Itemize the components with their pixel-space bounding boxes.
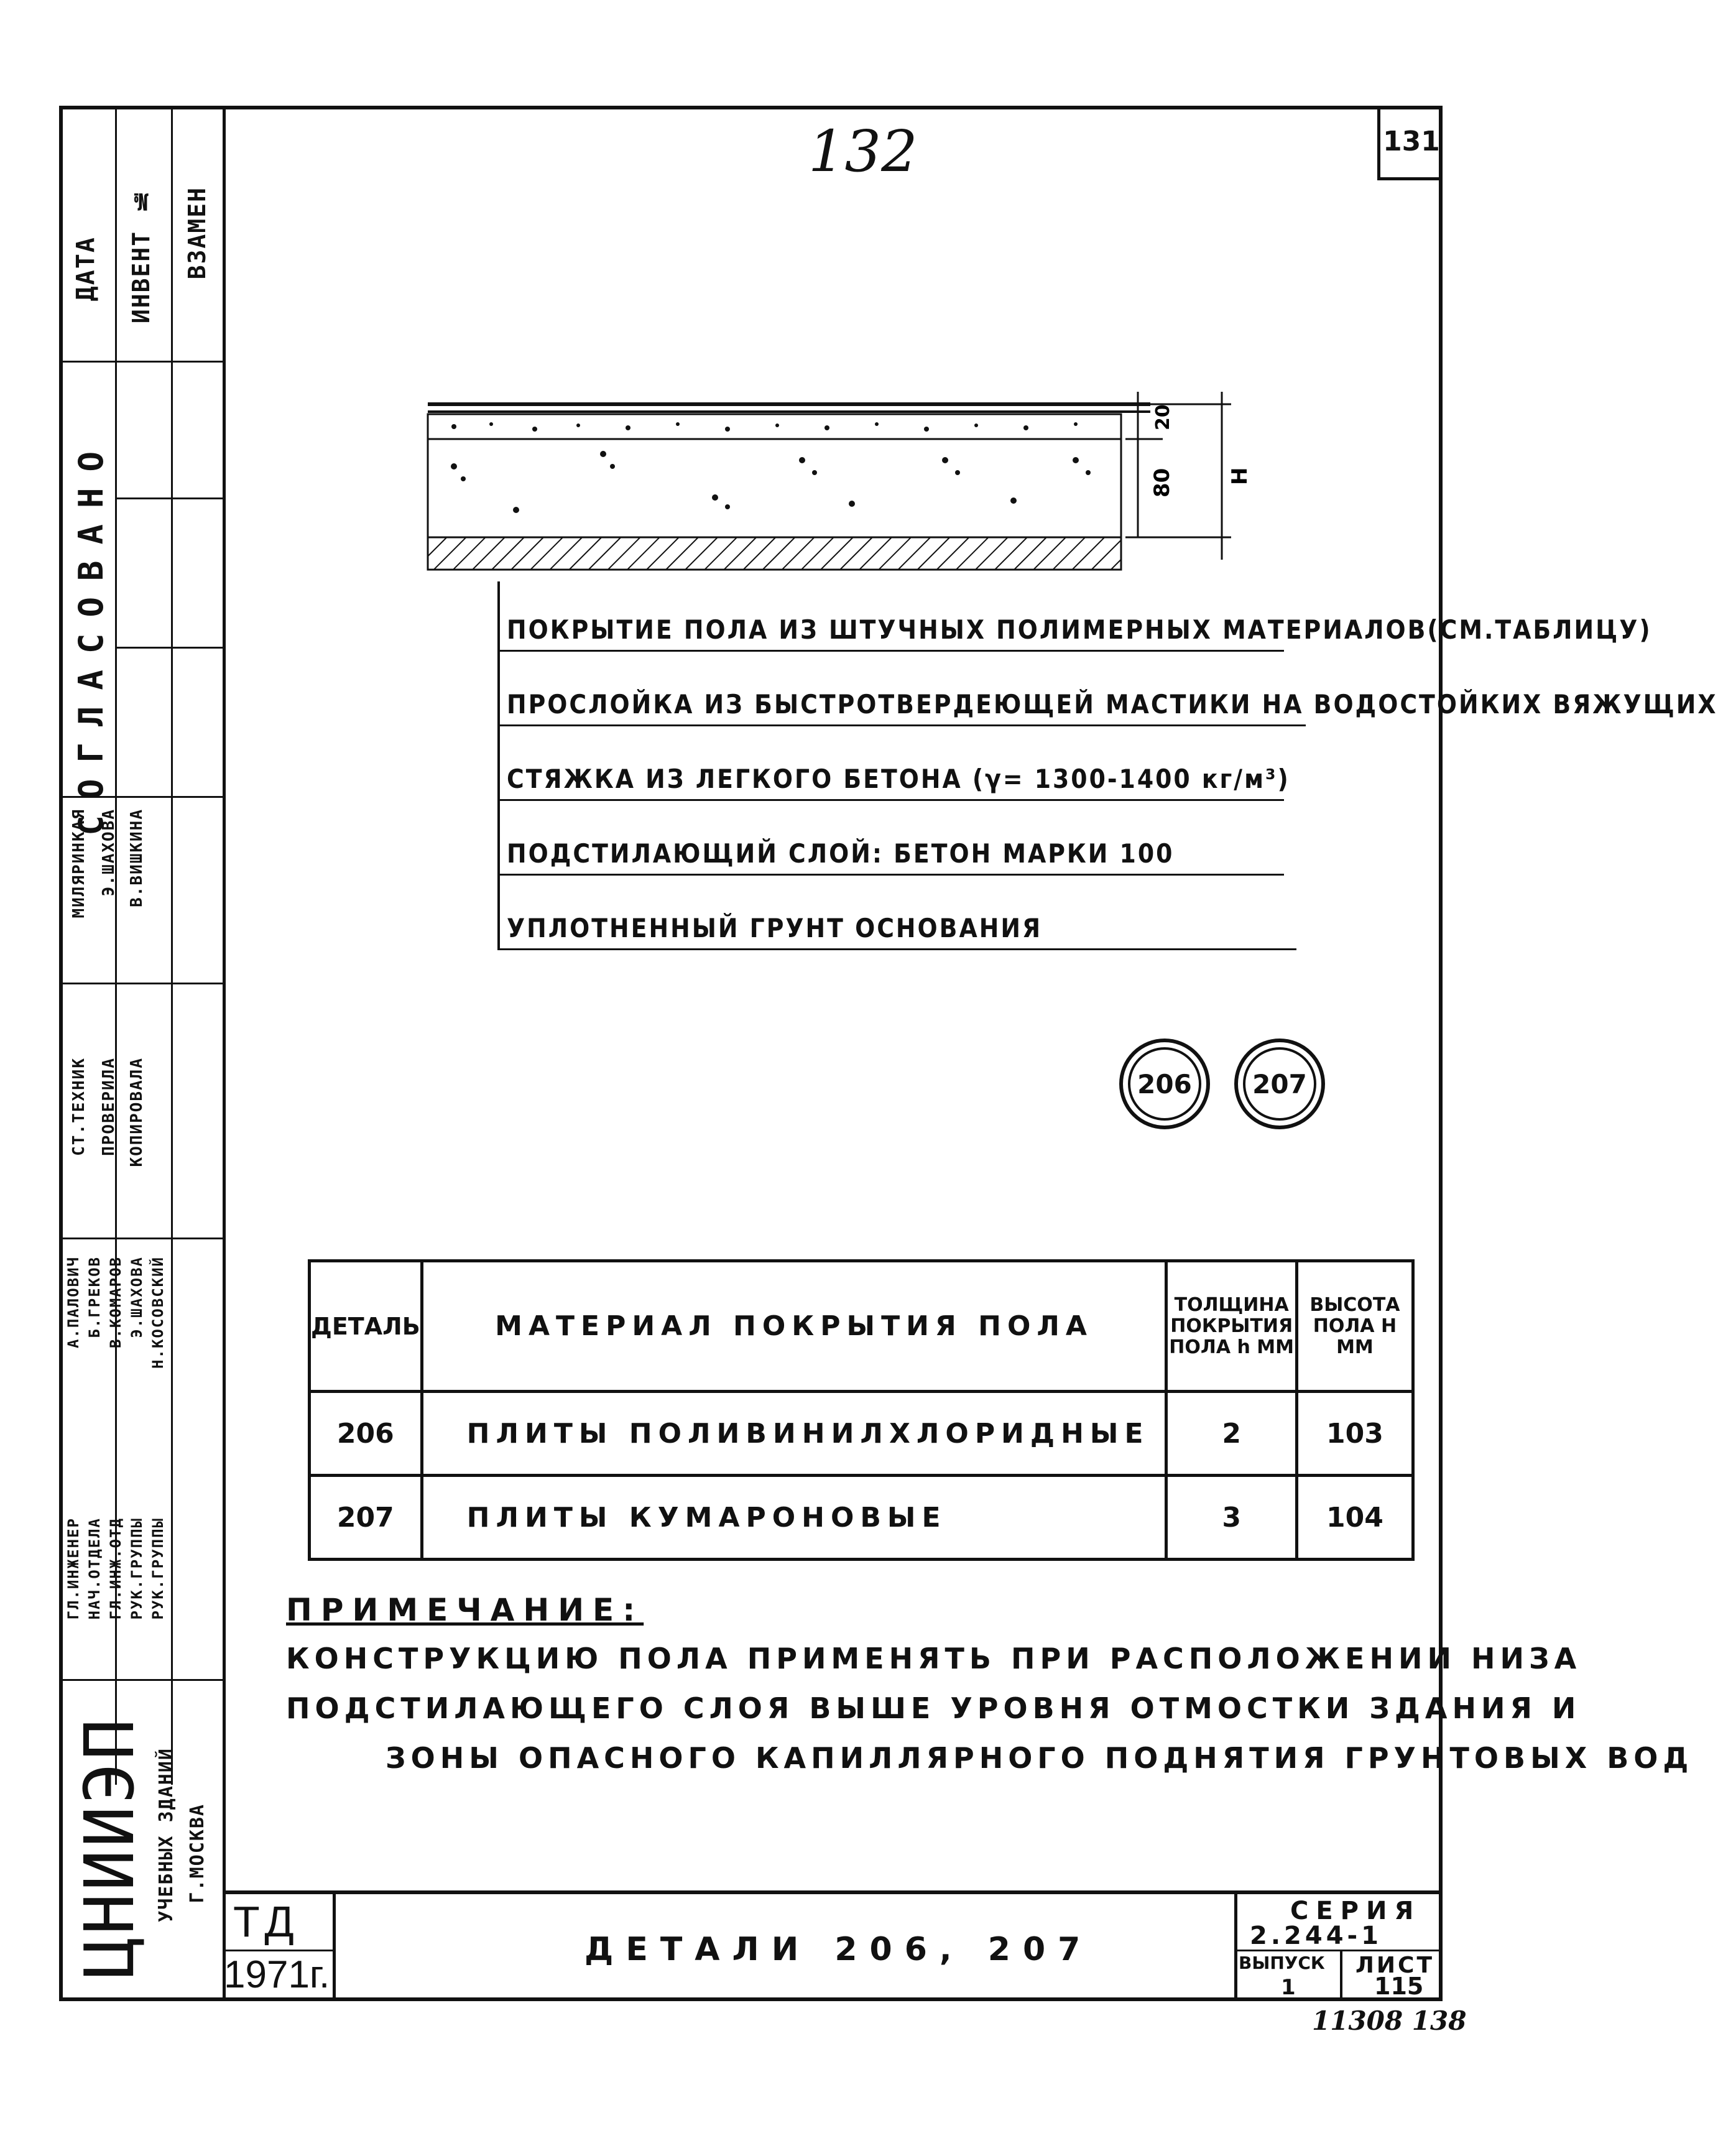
side-hline [59,796,226,798]
org-name: ЦНИИЭП [70,1716,149,1979]
table-row [310,1392,1413,1476]
layer-label-1: ПОКРЫТИЕ ПОЛА ИЗ ШТУЧНЫХ ПОЛИМЕРНЫХ МАТЕРИАЛОВ(СМ.ТАБЛИЦУ) [507,614,1652,645]
stamp-sheet-label: ЛИСТ [1355,1953,1435,1978]
side-hline [115,647,226,649]
side-hline [59,983,226,984]
stamp-year: 1971г. [224,1953,330,1996]
org-line2: Г.МОСКВА [187,1803,208,1904]
role-name-1: А.ПАЛОВИЧ [65,1256,82,1349]
note-title: ПРИМЕЧАНИЕ: [286,1592,644,1628]
org-line1: УЧЕБНЫХ ЗДАНИЙ [155,1747,177,1922]
side-hline [59,361,226,363]
cell-thickness: 3 [1166,1476,1296,1560]
floor-section-drawing [417,373,1337,585]
stamp-series: 2.244-1 [1250,1922,1382,1950]
role-st-tech-label: СТ.ТЕХНИК [70,1057,88,1156]
layer-underline [497,650,1284,652]
stamp-td: ТД [233,1897,300,1946]
th-thickness: ТОЛЩИНА ПОКРЫТИЯ ПОЛА h ММ [1166,1261,1296,1392]
detail-mark-206 [1119,1039,1210,1129]
role-copied-label: КОПИРОВАЛА [127,1057,146,1167]
layer-underline [497,724,1306,726]
cell-height: 103 [1296,1392,1413,1476]
dim-top: 20 [1152,404,1174,430]
th-detail: ДЕТАЛЬ [310,1261,422,1392]
cell-detail: 206 [310,1392,422,1476]
layer-label-2: ПРОСЛОЙКА ИЗ БЫСТРОТВЕРДЕЮЩЕЙ МАСТИКИ НА ВОДОСТОЙКИХ ВЯЖУЩИХ [507,689,1718,719]
stamp-title: ДЕТАЛИ 206, 207 [584,1931,1093,1968]
note-line-1: КОНСТРУКЦИЮ ПОЛА ПРИМЕНЯТЬ ПРИ РАСПОЛОЖЕНИИ НИЗА [286,1642,1582,1675]
side-divider-2 [171,106,173,1785]
stamp-divider [1340,1950,1342,2001]
detail-mark-207-label: 207 [1243,1047,1316,1121]
stamp-issue-label: ВЫПУСК [1239,1953,1325,1973]
stamp-divider [1234,1890,1237,2001]
detail-mark-206-label: 206 [1128,1047,1201,1121]
layer-label-3: СТЯЖКА ИЗ ЛЕГКОГО БЕТОНА (γ= 1300-1400 кг/м³) [507,764,1290,794]
layer-underline [497,874,1284,876]
cell-detail: 207 [310,1476,422,1560]
stamp-series-label: СЕРИЯ [1290,1897,1421,1925]
role-name-3: В.КОМАРОВ [107,1256,124,1349]
layer-underline [497,799,1284,801]
role-name-2: Б.ГРЕКОВ [86,1256,103,1338]
th-material: МАТЕРИАЛ ПОКРЫТИЯ ПОЛА [422,1261,1166,1392]
side-hline [59,1238,226,1239]
side-date-label: ДАТА [72,236,100,302]
footer-handwritten: 11308 138 [1312,2006,1467,2036]
role-name-5: Н.КОСОВСКИЙ [149,1256,167,1369]
layer-label-5: УПЛОТНЕННЫЙ ГРУНТ ОСНОВАНИЯ [507,913,1043,943]
dim-mid: 80 [1150,468,1175,497]
side-agreed-label: СОГЛАСОВАНО [72,435,111,836]
role-copied: В.ВИШКИНА [127,808,146,907]
table-header-row [310,1261,1413,1392]
stamp-issue: 1 [1281,1975,1296,2000]
role-title-4: РУК.ГРУППЫ [128,1517,145,1620]
side-hline [115,497,226,499]
dim-h: Н [1227,467,1252,485]
side-replace-label: ВЗАМЕН [183,187,211,280]
role-title-3: ГЛ.ИНЖ.ОТД [107,1517,124,1620]
materials-table [308,1259,1415,1561]
detail-mark-207 [1234,1039,1325,1129]
stamp-sheet: 115 [1374,1973,1424,2000]
role-checked: Э.ШАХОВА [99,808,118,897]
sheet-corner-number: 131 [1377,106,1443,180]
page-number: 132 [808,118,918,185]
th-height: ВЫСОТА ПОЛА Н ММ [1296,1261,1413,1392]
note-line-3: ЗОНЫ ОПАСНОГО КАПИЛЛЯРНОГО ПОДНЯТИЯ ГРУНТОВЫХ ВОД [386,1741,1694,1775]
stamp-top-line [226,1890,1443,1894]
leader-line [497,581,500,948]
side-inv-label: ИНВЕНТ № [127,187,155,324]
cell-height: 104 [1296,1476,1413,1560]
note-line-2: ПОДСТИЛАЮЩЕГО СЛОЯ ВЫШЕ УРОВНЯ ОТМОСТКИ ЗДАНИЯ И [286,1691,1581,1725]
role-st-tech: МИЛЯРИНКАЯ [70,808,88,918]
role-title-2: НАЧ.ОТДЕЛА [86,1517,103,1620]
layer-label-4: ПОДСТИЛАЮЩИЙ СЛОЙ: БЕТОН МАРКИ 100 [507,838,1175,869]
role-checked-label: ПРОВЕРИЛА [99,1057,118,1156]
role-name-4: Э.ШАХОВА [128,1256,145,1338]
side-hline [59,1679,226,1681]
stamp-inner-line [226,1950,333,1951]
cell-thickness: 2 [1166,1392,1296,1476]
role-title-1: ГЛ.ИНЖЕНЕР [65,1517,82,1620]
cell-material: ПЛИТЫ ПОЛИВИНИЛХЛОРИДНЫЕ [422,1392,1166,1476]
stamp-divider [333,1890,336,2001]
role-title-5: РУК.ГРУППЫ [149,1517,167,1620]
table-row [310,1476,1413,1560]
layer-underline [497,948,1296,950]
cell-material: ПЛИТЫ КУМАРОНОВЫЕ [422,1476,1166,1560]
